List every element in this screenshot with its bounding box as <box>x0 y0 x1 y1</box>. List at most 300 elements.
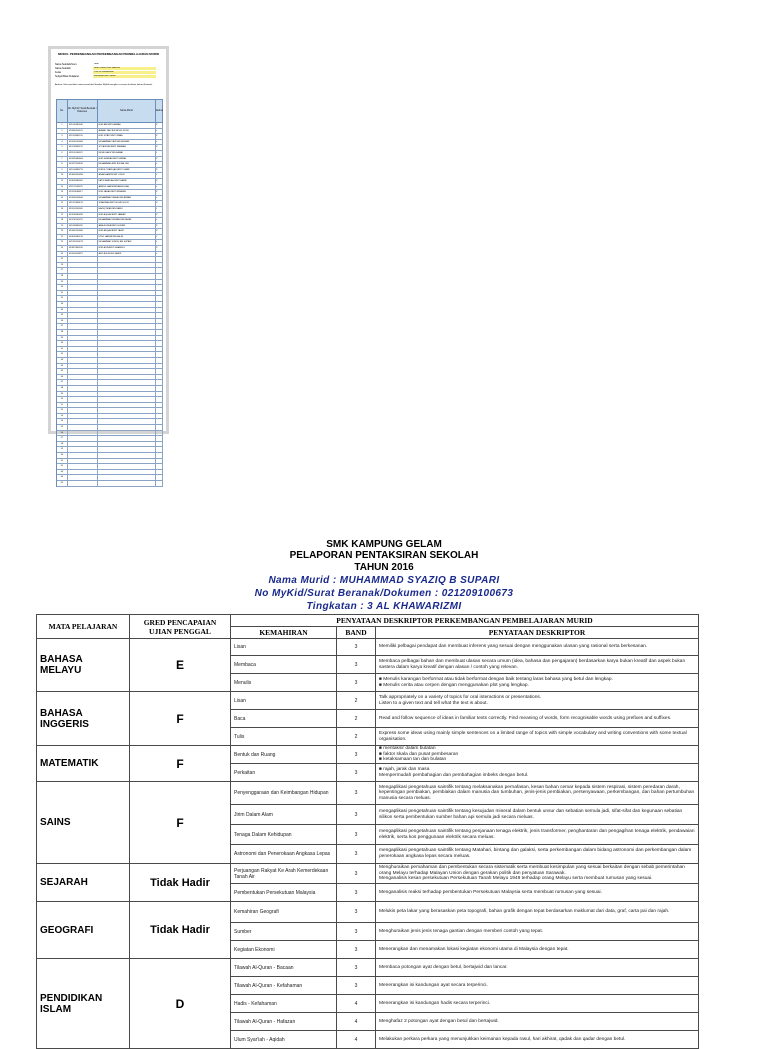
thumbnail-table-cell <box>98 330 156 335</box>
thumbnail-table-cell <box>98 302 156 307</box>
band-cell: 2 <box>337 728 376 746</box>
band-cell: 3 <box>337 923 376 941</box>
descriptor-cell: Menghuraikan jenis jenis tenaga gantian dengan memberi contoh yang tepat. <box>376 923 699 941</box>
thumbnail-table-cell <box>98 453 156 458</box>
thumbnail-table-cell <box>68 291 98 296</box>
thumbnail-table-cell: P <box>156 224 163 229</box>
thumbnail-table-cell: 59 <box>57 447 68 452</box>
thumbnail-table-cell: 31 <box>57 291 68 296</box>
thumbnail-table-cell <box>98 397 156 402</box>
thumbnail-table-cell <box>156 414 163 419</box>
band-cell: 3 <box>337 746 376 764</box>
thumbnail-table-cell <box>156 257 163 262</box>
thumbnail-table-cell: 020819080902 <box>68 179 98 184</box>
thumbnail-table-cell <box>98 319 156 324</box>
skill-cell: Tilawah Al-Quran - Kefahaman <box>231 977 337 995</box>
thumbnail-table-cell: 45 <box>57 369 68 374</box>
thumbnail-table-cell: MUHAMMAD FAIZ BIN HASSAN <box>98 140 156 145</box>
thumbnail-table-cell: L <box>156 162 163 167</box>
student-name: Nama Murid : MUHAMMAD SYAZIQ B SUPARI <box>268 575 500 586</box>
assessment-row <box>37 692 699 710</box>
thumbnail-table-cell <box>68 453 98 458</box>
thumbnail-table-cell: 40 <box>57 341 68 346</box>
report-title: PELAPORAN PENTAKSIRAN SEKOLAH <box>289 550 479 561</box>
thumbnail-table-cell <box>68 425 98 430</box>
thumbnail-table-cell <box>156 274 163 279</box>
thumbnail-table-cell: SITI AISYAH BINTI RAHMAN <box>98 145 156 150</box>
descriptor-cell: Express some ideas using mainly simple sentences on a limited range of topics with simple vocabulary and writing conventions with some textual organisation. <box>376 728 699 746</box>
thumbnail-table-cell: 021122100276 <box>68 185 98 190</box>
thumbnail-table-cell <box>68 347 98 352</box>
subject-grade: F <box>130 692 231 746</box>
thumbnail-table-cell: L <box>156 185 163 190</box>
thumbnail-table-cell: 021105100337 <box>68 151 98 156</box>
thumbnail-table-cell <box>68 464 98 469</box>
thumbnail-table-cell <box>68 380 98 385</box>
descriptor-cell: Menganalisis reaksi terhadap pembentukan Persekutuan Malaysia serta membuat rumusan yang sesuai. <box>376 884 699 902</box>
thumbnail-table-cell <box>156 336 163 341</box>
thumbnail-header-cell: Jantina <box>156 100 163 122</box>
thumbnail-table-cell: 021207080193 <box>68 201 98 206</box>
thumbnail-table-cell: P <box>156 157 163 162</box>
subject-name: PENDIDIKAN ISLAM <box>37 959 130 1049</box>
descriptor-cell: ■ Menulis karangan berformat atau tidak berformat dengan baik tentang laras bahasa yang betul dan lengkap. ■ Menulis cerita atau cerpen dengan menggunakan plot yang lengkap. <box>376 674 699 692</box>
thumbnail-table-cell: 9 <box>57 168 68 173</box>
skill-cell: Perkaitan <box>231 764 337 782</box>
band-cell: 3 <box>337 977 376 995</box>
thumbnail-table-cell <box>68 296 98 301</box>
thumbnail-table-cell: 52 <box>57 408 68 413</box>
thumbnail-table-cell: 60 <box>57 453 68 458</box>
thumbnail-table-cell <box>68 257 98 262</box>
header-grade: GRED PENCAPAIAN UJIAN PENGGAL <box>130 615 231 639</box>
thumbnail-title: MODUL PERKEMBANGAN PERKEMBANGAN PEMBELAJARAN MURID <box>57 52 160 56</box>
thumbnail-table-cell: 16 <box>57 207 68 212</box>
thumbnail-table-cell: 29 <box>57 280 68 285</box>
descriptor-cell: Membaca potongan ayat dengan betul, bertajwid dan lancar. <box>376 959 699 977</box>
thumbnail-table-cell <box>156 453 163 458</box>
thumbnail-table-cell: 020929080664 <box>68 157 98 162</box>
thumbnail-table-cell: 43 <box>57 358 68 363</box>
thumbnail-table-cell: 25 <box>57 257 68 262</box>
thumbnail-table-cell: 19 <box>57 224 68 229</box>
thumbnail-table-cell <box>98 274 156 279</box>
thumbnail-table <box>56 99 163 487</box>
thumbnail-table-cell <box>156 380 163 385</box>
thumbnail-table-cell <box>98 336 156 341</box>
thumbnail-table-cell <box>98 375 156 380</box>
thumbnail-table-cell: NUR FARAH BINTI IBRAHIM <box>98 190 156 195</box>
thumbnail-table-cell: P <box>156 168 163 173</box>
thumbnail-table-cell: 63 <box>57 470 68 475</box>
thumbnail-table-cell: 46 <box>57 375 68 380</box>
thumbnail-table-cell: NUR AQILAH BINTI JAAFAR <box>98 213 156 218</box>
thumbnail-table-cell: P <box>156 123 163 128</box>
descriptor-cell: Read and follow sequence of ideas in familiar texts correctly. Find meaning of words, form recognisable words using prefixes and suffixes. <box>376 710 699 728</box>
thumbnail-table-cell <box>156 308 163 313</box>
thumbnail-table-cell <box>156 408 163 413</box>
thumbnail-table-cell: 30 <box>57 285 68 290</box>
thumbnail-table-cell: 21 <box>57 235 68 240</box>
thumbnail-table-cell <box>98 324 156 329</box>
descriptor-cell: Menerangkan isi kandungan hadis secara terperinci. <box>376 995 699 1013</box>
thumbnail-table-cell: L <box>156 252 163 257</box>
thumbnail-table-cell: 33 <box>57 302 68 307</box>
report-header <box>0 539 768 613</box>
header-descriptor: PENYATAAN DESKRIPTOR <box>376 627 699 639</box>
band-cell: 3 <box>337 656 376 674</box>
thumbnail-table-cell: NUR ALYA BINTI SHAMSUL <box>98 246 156 251</box>
descriptor-cell: mengaplikasi pengetahuan saintifik tentang kesujudan mineral dalam bentuk unsur dan sebatian semula jadi, sifat-sifat dan kegunaan sebatian silikon serta pembentukan sumber bahan api semula jadi secara meluas. <box>376 805 699 825</box>
header-band: BAND <box>337 627 376 639</box>
skill-cell: Tulis <box>231 728 337 746</box>
thumbnail-table-cell: 17 <box>57 213 68 218</box>
thumbnail-table-cell: 020415100983 <box>68 140 98 145</box>
assessment-row <box>37 959 699 977</box>
thumbnail-table-cell: 021203081145 <box>68 134 98 139</box>
thumbnail-table-cell <box>98 447 156 452</box>
descriptor-cell: mengaplikasi pengetahuan saintifik tentang penjanaan tenaga elektrik, jenis transformer, penghantaran dan pengagihan tenaga elektrik, pendawaian elektrik, serta kos penggunaan elektrik secara meluas. <box>376 825 699 845</box>
thumbnail-table-cell <box>68 364 98 369</box>
thumbnail-table-cell: 12 <box>57 185 68 190</box>
descriptor-cell: ■ rajah, jarak dan masa Mempermudah pembahagian dan pembahagian imbeks dengan betul. <box>376 764 699 782</box>
thumbnail-table-cell: MUHAMMAD ARIF BIN SALLEH <box>98 162 156 167</box>
skill-cell: Jirim Dalam Alam <box>231 805 337 825</box>
report-year: TAHUN 2016 <box>354 562 414 573</box>
thumbnail-table-cell: 1 <box>57 123 68 128</box>
thumbnail-table-cell <box>68 285 98 290</box>
thumbnail-table-cell: 53 <box>57 414 68 419</box>
descriptor-cell: Melukis peta lakar yang berasaskan peta topografi, bahan grafik dengan tepat berdasarkan maklumat dari data, graf, carta pai dan rajah. <box>376 902 699 923</box>
header-subject: MATA PELAJARAN <box>37 615 130 639</box>
thumbnail-table-cell <box>156 324 163 329</box>
thumbnail-table-cell <box>68 313 98 318</box>
thumbnail-header-cell: Nama Murid <box>98 100 156 122</box>
subject-name: BAHASA MELAYU <box>37 639 130 692</box>
thumbnail-table-cell <box>156 369 163 374</box>
band-cell: 3 <box>337 864 376 884</box>
thumbnail-table-cell: 020603100458 <box>68 173 98 178</box>
thumbnail-table-cell <box>68 408 98 413</box>
band-cell: 4 <box>337 1031 376 1049</box>
thumbnail-table-cell <box>156 302 163 307</box>
assessment-table-body <box>37 639 699 1049</box>
thumbnail-table-cell: HAZIQ IRFAN BIN RAMLI <box>98 207 156 212</box>
thumbnail-table-cell <box>68 352 98 357</box>
thumbnail-table-cell <box>156 464 163 469</box>
thumbnail-table-cell: 020906100521 <box>68 129 98 134</box>
thumbnail-table-cell: L <box>156 218 163 223</box>
thumbnail-table-cell: 021209100673 <box>68 240 98 245</box>
subject-grade: E <box>130 639 231 692</box>
spreadsheet-page <box>51 49 166 484</box>
thumbnail-table-cell: NUR AIN BINTI AHMAD <box>98 123 156 128</box>
thumbnail-table-cell: L <box>156 196 163 201</box>
thumbnail-table-cell <box>68 397 98 402</box>
thumbnail-table-cell <box>98 470 156 475</box>
thumbnail-table-cell <box>68 447 98 452</box>
thumbnail-header-cell: No. MyKid / Surat Beranak / Dokumen <box>68 100 98 122</box>
thumbnail-table-cell: AINA SOFEA BINTI HUSSIN <box>98 224 156 229</box>
thumbnail-table-cell: 020916080428 <box>68 213 98 218</box>
thumbnail-table-cell: 56 <box>57 431 68 436</box>
thumbnail-table-cell: 34 <box>57 308 68 313</box>
subject-grade: Tidak Hadir <box>130 902 231 959</box>
thumbnail-table-cell: 55 <box>57 425 68 430</box>
band-cell: 3 <box>337 941 376 959</box>
thumbnail-table-cell: 8 <box>57 162 68 167</box>
thumbnail-table-cell: MOHD HAFIZ BIN KAMAL <box>98 151 156 156</box>
thumbnail-table-cell <box>98 481 156 486</box>
school-name: SMK KAMPUNG GELAM <box>326 539 442 550</box>
thumbnail-table-cell: 64 <box>57 475 68 480</box>
thumbnail-table-cell: P <box>156 201 163 206</box>
subject-grade: F <box>130 782 231 864</box>
subject-name: MATEMATIK <box>37 746 130 782</box>
thumbnail-header-cell: No. <box>57 100 68 122</box>
header-descriptor-group: PENYATAAN DESKRIPTOR PERKEMBANGAN PEMBELAJARAN MURID <box>231 615 699 627</box>
thumbnail-table-cell: 020730100761 <box>68 218 98 223</box>
thumbnail-table-cell <box>98 419 156 424</box>
thumbnail-meta-value: SMK <box>94 63 99 65</box>
thumbnail-table-cell <box>68 419 98 424</box>
thumbnail-table-cell: 36 <box>57 319 68 324</box>
thumbnail-table-cell: 32 <box>57 296 68 301</box>
thumbnail-table-cell: 13 <box>57 190 68 195</box>
thumbnail-table-cell: 47 <box>57 380 68 385</box>
thumbnail-table-cell: 3 <box>57 134 68 139</box>
thumbnail-table-cell: AMIRUL HAKIM BIN ABDULLAH <box>98 185 156 190</box>
skill-cell: Kemahiran Geografi <box>231 902 337 923</box>
thumbnail-meta-label: Nama Sekolah <box>55 67 71 70</box>
thumbnail-table-cell <box>98 403 156 408</box>
thumbnail-table-cell: 37 <box>57 324 68 329</box>
skill-cell: Bentuk dan Ruang <box>231 746 337 764</box>
thumbnail-table-cell <box>68 358 98 363</box>
thumbnail-table-cell: 62 <box>57 464 68 469</box>
thumbnail-table-cell <box>98 347 156 352</box>
thumbnail-table-cell <box>156 419 163 424</box>
band-cell: 3 <box>337 884 376 902</box>
thumbnail-table-cell <box>156 358 163 363</box>
thumbnail-table-cell: 020402100986 <box>68 229 98 234</box>
thumbnail-table-cell <box>68 459 98 464</box>
thumbnail-table-cell: 7 <box>57 157 68 162</box>
thumbnail-table-cell: 51 <box>57 403 68 408</box>
descriptor-cell: Menerangkan isi kandungan ayat secara terperinci. <box>376 977 699 995</box>
thumbnail-table-cell <box>98 263 156 268</box>
thumbnail-table-cell: P <box>156 229 163 234</box>
thumbnail-table-cell <box>68 431 98 436</box>
thumbnail-table-cell: 11 <box>57 179 68 184</box>
thumbnail-table-cell: 10 <box>57 173 68 178</box>
thumbnail-table-cell <box>68 369 98 374</box>
thumbnail-table-cell <box>156 436 163 441</box>
descriptor-cell: Menghafaz 2 potongan ayat dengan betul dan bertajwid. <box>376 1013 699 1031</box>
thumbnail-table-cell <box>68 470 98 475</box>
thumbnail-table-cell <box>98 475 156 480</box>
thumbnail-table-cell: 6 <box>57 151 68 156</box>
thumbnail-table-cell: L <box>156 240 163 245</box>
thumbnail-table-cell <box>68 330 98 335</box>
thumbnail-table-cell: 48 <box>57 386 68 391</box>
thumbnail-table-cell <box>98 285 156 290</box>
descriptor-cell: Talk appropriately on a variety of topics for oral interactions or presentations. Listen to a given text and tell what the text is about. <box>376 692 699 710</box>
thumbnail-table-cell: L <box>156 207 163 212</box>
thumbnail-table-cell: P <box>156 190 163 195</box>
thumbnail-table-cell: 4 <box>57 140 68 145</box>
thumbnail-table-cell: P <box>156 179 163 184</box>
thumbnail-table-cell <box>68 268 98 273</box>
thumbnail-table-cell: L <box>156 151 163 156</box>
skill-cell: Kegiatan Ekonomi <box>231 941 337 959</box>
thumbnail-table-cell: P <box>156 246 163 251</box>
thumbnail-table-cell <box>98 291 156 296</box>
thumbnail-table-cell: 22 <box>57 240 68 245</box>
thumbnail-table-header <box>57 100 163 123</box>
thumbnail-table-cell: 021014080731 <box>68 168 98 173</box>
thumbnail-table-cell: 35 <box>57 313 68 318</box>
thumbnail-table-cell: 58 <box>57 442 68 447</box>
thumbnail-table-cell <box>156 386 163 391</box>
thumbnail-note: Arahan: Sila masukkan nama murid dan Nombor MyKid mengikut susunan di dalam kolum di bawah. <box>55 84 153 86</box>
subject-grade: Tidak Hadir <box>130 864 231 902</box>
thumbnail-meta-row <box>55 75 163 79</box>
skill-cell: Astronomi dan Penerokaan Angkasa Lepas <box>231 845 337 864</box>
thumbnail-table-cell: 020827080539 <box>68 246 98 251</box>
thumbnail-table-cell <box>98 442 156 447</box>
thumbnail-meta-label: Nama Sekolah/Guru <box>55 63 77 66</box>
skill-cell: Ulum Syar'iah - Aqidah <box>231 1031 337 1049</box>
thumbnail-table-cell <box>156 375 163 380</box>
thumbnail-meta-value: 3 AL KHAWARIZMI <box>93 71 156 74</box>
thumbnail-table-cell: 39 <box>57 336 68 341</box>
thumbnail-table-cell: 14 <box>57 196 68 201</box>
thumbnail-table-cell: 57 <box>57 436 68 441</box>
thumbnail-table-cell <box>98 392 156 397</box>
thumbnail-table-cell <box>68 442 98 447</box>
assessment-row <box>37 902 699 923</box>
thumbnail-table-cell <box>156 296 163 301</box>
thumbnail-table-cell: IZZUL HAKIMI BIN HALIM <box>98 235 156 240</box>
thumbnail-table-cell: 49 <box>57 392 68 397</box>
thumbnail-meta-label: Subjek/Mata Pelajaran <box>55 75 80 78</box>
thumbnail-table-cell: 020508100844 <box>68 196 98 201</box>
thumbnail-table-cell <box>98 408 156 413</box>
thumbnail-table-cell: L <box>156 235 163 240</box>
band-cell: 3 <box>337 639 376 656</box>
descriptor-cell: Menghuraikan pemahaman dan pembentukan secara sistematik serta membuat kesimpulan yang sesuai berkaitan dengan sebab pemerintahan orang Melayu terhadap Malayan Union dengan gerakan politik dan penyatuan Sarawak. Menganalisis kesan persekutuan Persekutuan Tanah Melayu 1948 terhadap orang Melayu serta membuat rumusan yang sesuai. <box>376 864 699 884</box>
thumbnail-table-cell <box>68 403 98 408</box>
thumbnail-table-cell <box>68 263 98 268</box>
assessment-row <box>37 639 699 656</box>
thumbnail-table-cell <box>98 386 156 391</box>
thumbnail-table-cell <box>156 470 163 475</box>
thumbnail-table-cell: 54 <box>57 419 68 424</box>
thumbnail-table-cell <box>156 268 163 273</box>
thumbnail-table-cell: 020124100565 <box>68 207 98 212</box>
skill-cell: Lisan <box>231 692 337 710</box>
thumbnail-table-body <box>57 123 163 487</box>
thumbnail-table-cell: AZRI BIN MOHD NASIR <box>98 252 156 257</box>
thumbnail-meta-label: Kelas <box>55 71 61 74</box>
thumbnail-table-cell <box>156 475 163 480</box>
thumbnail-table-cell <box>156 364 163 369</box>
thumbnail-table-cell <box>156 403 163 408</box>
thumbnail-table-cell <box>156 447 163 452</box>
descriptor-cell: Mengaplikasi pengetahuan saintifik tentang melaksanakan pernafasan, kesan bahan cemar kepada sistem respirasi, sistem peredaran darah, kepentingan pembiakan, pembiakan dalam manusia dan tumbuhan, jenis-jenis pembiakan, persenyawaan, perkembangan, dan bahan pertumbuhan manusia secara meluas. <box>376 782 699 805</box>
descriptor-cell: Membaca pelbagai bahan dan membuat ulasan secara umum (idea, bahasa dan pengajaran) berdasarkan karya bukan kreatif dan aspek bukan sastera dalam karya kreatif dengan alasan / contoh yang relevan. <box>376 656 699 674</box>
thumbnail-table-cell <box>156 442 163 447</box>
thumbnail-table-cell: 020311080617 <box>68 190 98 195</box>
thumbnail-table-cell <box>68 375 98 380</box>
thumbnail-meta-value: PENDIDIKAN ISLAM <box>93 75 156 78</box>
thumbnail-table-cell: FATIN NABILAH BINTI HAMID <box>98 179 156 184</box>
thumbnail-meta-value: SMK KAMPUNG GELAM <box>93 67 156 70</box>
subject-grade: F <box>130 746 231 782</box>
thumbnail-table-cell: 38 <box>57 330 68 335</box>
skill-cell: Lisan <box>231 639 337 656</box>
thumbnail-table-cell <box>98 380 156 385</box>
band-cell: 3 <box>337 674 376 692</box>
thumbnail-table-cell: 18 <box>57 218 68 223</box>
skill-cell: Tenaga Dalam Kehidupan <box>231 825 337 845</box>
thumbnail-table-cell <box>68 280 98 285</box>
descriptor-cell: mengaplikasi pengetahuan saintifik tentang Matahari, bintang dan galaksi, serta perkembangan dalam bidang astronomi dan perkembangan dalam penerokaan angkasa lepas secara meluas. <box>376 845 699 864</box>
thumbnail-table-cell <box>156 285 163 290</box>
band-cell: 4 <box>337 995 376 1013</box>
thumbnail-table-cell <box>156 263 163 268</box>
thumbnail-table-cell <box>156 291 163 296</box>
skill-cell: Perjuangan Rakyat Ke Arah Kemerdekaan Tanah Air <box>231 864 337 884</box>
student-form: Tingkatan : 3 AL KHAWARIZMI <box>306 601 462 612</box>
thumbnail-table-cell: 2 <box>57 129 68 134</box>
thumbnail-table-cell <box>98 352 156 357</box>
skill-cell: Baca <box>231 710 337 728</box>
thumbnail-table-cell <box>68 386 98 391</box>
thumbnail-table-cell <box>156 352 163 357</box>
band-cell: 3 <box>337 782 376 805</box>
thumbnail-table-cell <box>98 308 156 313</box>
subject-name: SAINS <box>37 782 130 864</box>
thumbnail-table-cell <box>156 392 163 397</box>
thumbnail-table-cell <box>98 459 156 464</box>
band-cell: 3 <box>337 825 376 845</box>
descriptor-cell: Memiliki pelbagai pendapat dan membuat inferens yang sesuai dengan menggunakan ulasan yang rasional serta berkesanan. <box>376 639 699 656</box>
thumbnail-table-cell <box>156 431 163 436</box>
thumbnail-table-cell: 27 <box>57 268 68 273</box>
thumbnail-table-cell <box>68 302 98 307</box>
descriptor-cell: Menerangkan dan menamakan lokasi kegiatan ekonomi utama di Malaysia dengan tepat. <box>376 941 699 959</box>
band-cell: 4 <box>337 1013 376 1031</box>
thumbnail-table-cell: 24 <box>57 252 68 257</box>
skill-cell: Tilawah Al-Quran - Bacaan <box>231 959 337 977</box>
thumbnail-table-cell: SYAHIRAH BINTI MOHD NOOR <box>98 201 156 206</box>
thumbnail-table-cell: 41 <box>57 347 68 352</box>
thumbnail-table-cell: MUHAMMAD SYAZIQ BIN SUPARI <box>98 240 156 245</box>
thumbnail-table-cell: 28 <box>57 274 68 279</box>
thumbnail-table-cell: AHMAD ZAKI BIN MOHD ROSLI <box>98 129 156 134</box>
thumbnail-table-cell <box>68 336 98 341</box>
thumbnail-table-cell: 20 <box>57 229 68 234</box>
thumbnail-table-cell <box>156 459 163 464</box>
assessment-row <box>37 746 699 764</box>
assessment-table <box>36 614 699 1049</box>
thumbnail-table-cell: 15 <box>57 201 68 206</box>
thumbnail-table-cell <box>98 436 156 441</box>
thumbnail-table-cell <box>156 330 163 335</box>
thumbnail-table-cell <box>68 308 98 313</box>
